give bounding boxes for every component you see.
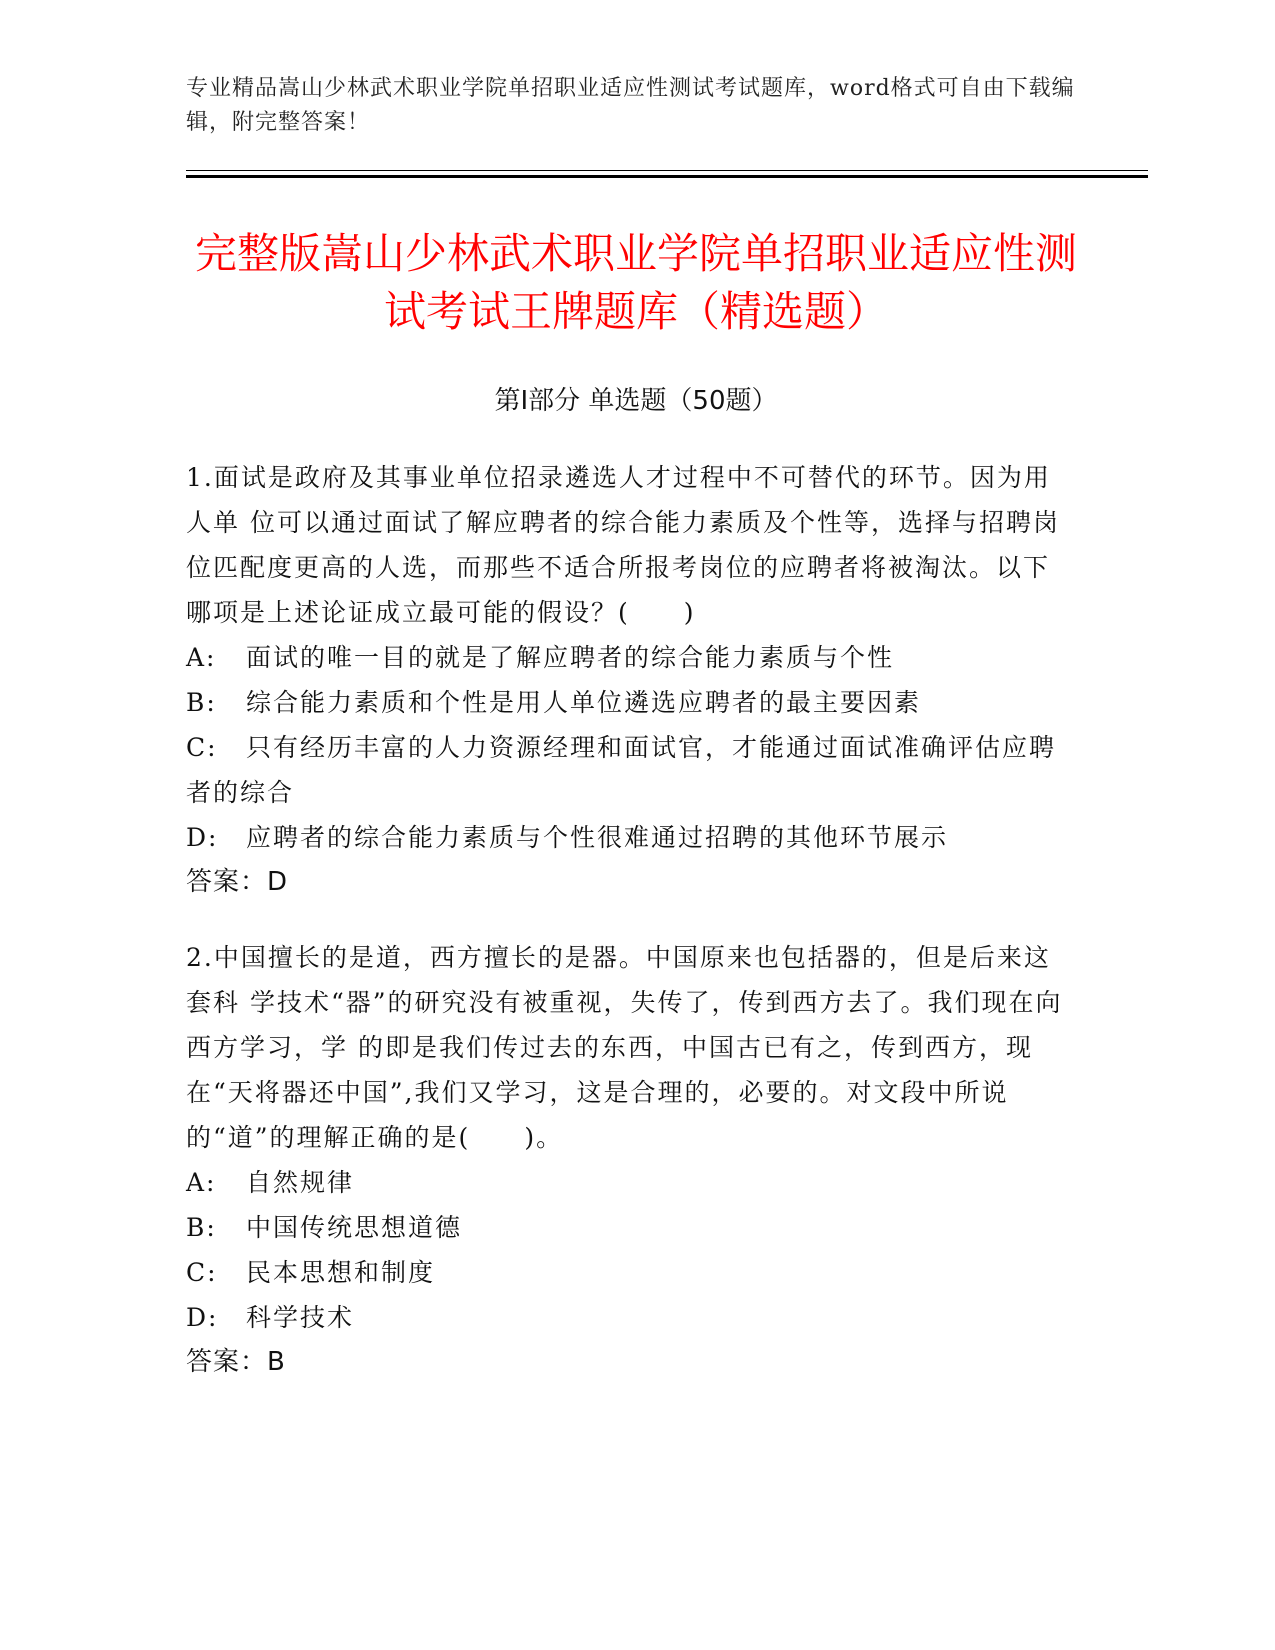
option-b [186, 680, 1066, 725]
option-letter: A: [186, 643, 217, 672]
question-stem: 1.面试是政府及其事业单位招录遴选人才过程中不可替代的环节。因为用人单 位可以通过面试了解应聘者的综合能力素质及个性等，选择与招聘岗位匹配度更高的人选，而那些不适合所报考岗位的应聘者将被淘汰。以下哪项是上述论证成立最可能的假设？( ) [186, 463, 1060, 627]
option-text: 中国传统思想道德 [246, 1213, 463, 1242]
option-letter: B: [186, 1213, 217, 1242]
document-title: 完整版嵩山少林武术职业学院单招职业适应性测试考试王牌题库（精选题） [194, 229, 1077, 336]
question-1 [186, 455, 1066, 905]
option-text: 只有经历丰富的人力资源经理和面试官，才能通过面试准确评估应聘者的综合 [186, 733, 1057, 807]
option-d [186, 815, 1066, 860]
option-text: 民本思想和制度 [246, 1258, 436, 1287]
option-a [186, 1160, 1066, 1205]
option-letter: D: [186, 823, 219, 852]
answer: 答案：D [186, 867, 289, 897]
option-b [186, 1205, 1066, 1250]
option-d [186, 1295, 1066, 1340]
option-letter: C: [186, 733, 218, 762]
option-a [186, 635, 1066, 680]
option-text: 科学技术 [246, 1303, 355, 1332]
option-letter: B: [186, 688, 217, 717]
option-text: 面试的唯一目的就是了解应聘者的综合能力素质与个性 [246, 643, 895, 672]
option-c [186, 725, 1066, 815]
question-stem: 2.中国擅长的是道，西方擅长的是器。中国原来也包括器的，但是后来这套科 学技术“器”的研究没有被重视，失传了，传到西方去了。我们现在向西方学习，学 的即是我们传过去的东西，中国古已有之，传到西方，现在“天将器还中国”,我们又学习，这是合理的，必要的。对文段中所说的“道”的理解正确的是( )。 [186, 943, 1063, 1152]
option-text: 应聘者的综合能力素质与个性很难通过招聘的其他环节展示 [246, 823, 949, 852]
option-letter: D: [186, 1303, 219, 1332]
header-divider-thin [186, 170, 1148, 171]
section-title: 第Ⅰ部分 单选题（50题） [494, 386, 778, 416]
option-text: 综合能力素质和个性是用人单位遴选应聘者的最主要因素 [246, 688, 922, 717]
question-2 [186, 935, 1066, 1385]
header-note: 专业精品嵩山少林武术职业学院单招职业适应性测试考试题库，word格式可自由下载编辑，附完整答案！ [186, 76, 1075, 135]
answer: 答案：B [186, 1347, 286, 1377]
option-letter: A: [186, 1168, 217, 1197]
option-text: 自然规律 [246, 1168, 355, 1197]
option-letter: C: [186, 1258, 218, 1287]
header-divider-thick [186, 175, 1148, 178]
option-c [186, 1250, 1066, 1295]
